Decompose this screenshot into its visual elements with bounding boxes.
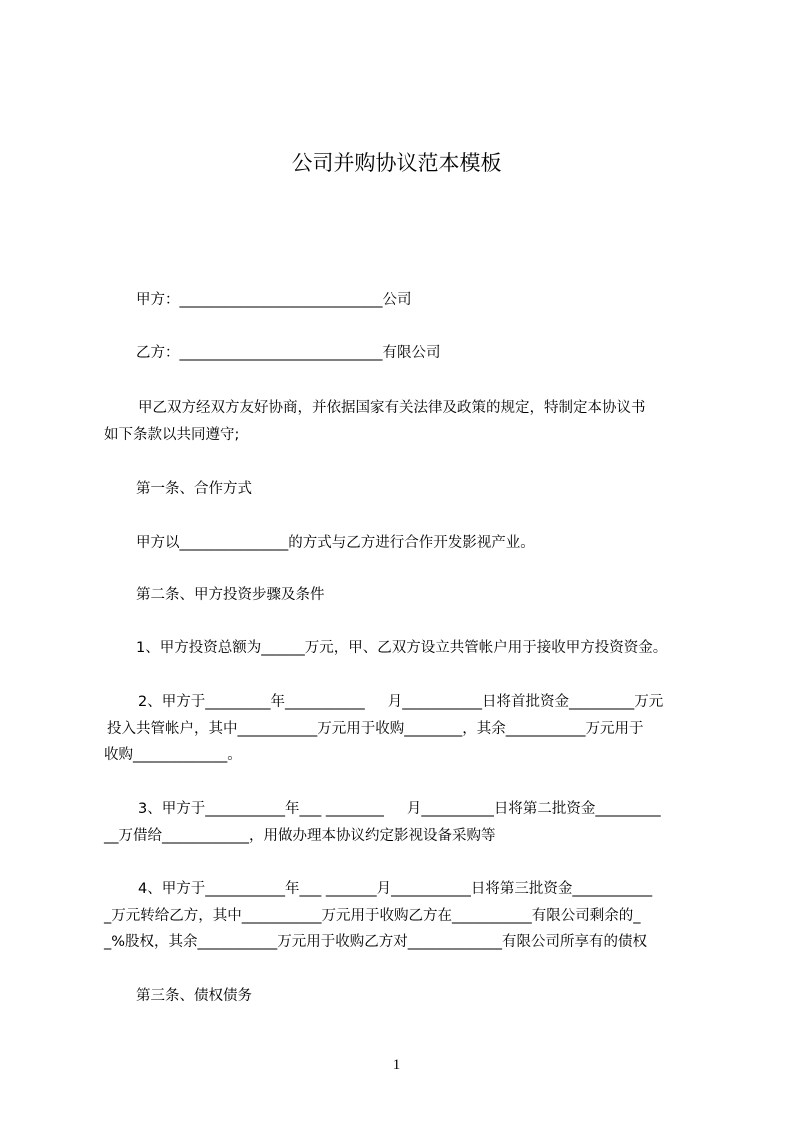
document-title: 公司并购协议范本模板 — [291, 151, 502, 175]
article-1-body: 甲方以_______________的方式与乙方进行合作开发影视产业。 — [136, 535, 535, 551]
article-2-clause-4-line-2: _万元转给乙方，其中___________万元用于收购乙方在___________有限公司剩余的_ — [104, 908, 641, 924]
article-2-heading: 第二条、甲方投资步骤及条件 — [136, 587, 325, 603]
preamble-line-2: 如下条款以共同遵守; — [104, 427, 240, 443]
preamble-line-1: 甲乙双方经双方友好协商，并依据国家有关法律及政策的规定，特制定本协议书 — [138, 400, 646, 416]
article-2-clause-2-line-3: 收购_____________。 — [104, 747, 242, 763]
party-b-line: 乙方：____________________________有限公司 — [136, 345, 441, 361]
party-a-line: 甲方：____________________________公司 — [136, 292, 412, 308]
article-2-clause-4-line-3: _%股权，其余___________万元用于收购乙方对_____________有限公司所享有的债权 — [104, 934, 648, 950]
article-2-clause-3-line-1: 3、甲方于___________年___ ________ 月__________日将第二批资金_________ — [138, 801, 661, 817]
page-number: 1 — [392, 1057, 401, 1073]
article-2-clause-4-line-1: 4、甲方于___________年___ _______月___________日将第三批资金___________ — [138, 881, 653, 897]
article-3-heading: 第三条、债权债务 — [136, 988, 252, 1004]
article-1-heading: 第一条、合作方式 — [136, 481, 252, 497]
article-2-clause-2-line-1: 2、甲方于_________年___________ 月___________日将首批资金_________万元 — [138, 694, 664, 710]
article-2-clause-3-line-2: __万借给____________，用做办理本协议约定影视设备采购等 — [104, 828, 496, 844]
article-2-clause-1: 1、甲方投资总额为______万元，甲、乙双方设立共管帐户用于接收甲方投资资金。 — [136, 640, 668, 656]
article-2-clause-2-line-2: 投入共管帐户，其中___________万元用于收购________，其余___________万元用于 — [107, 721, 644, 737]
